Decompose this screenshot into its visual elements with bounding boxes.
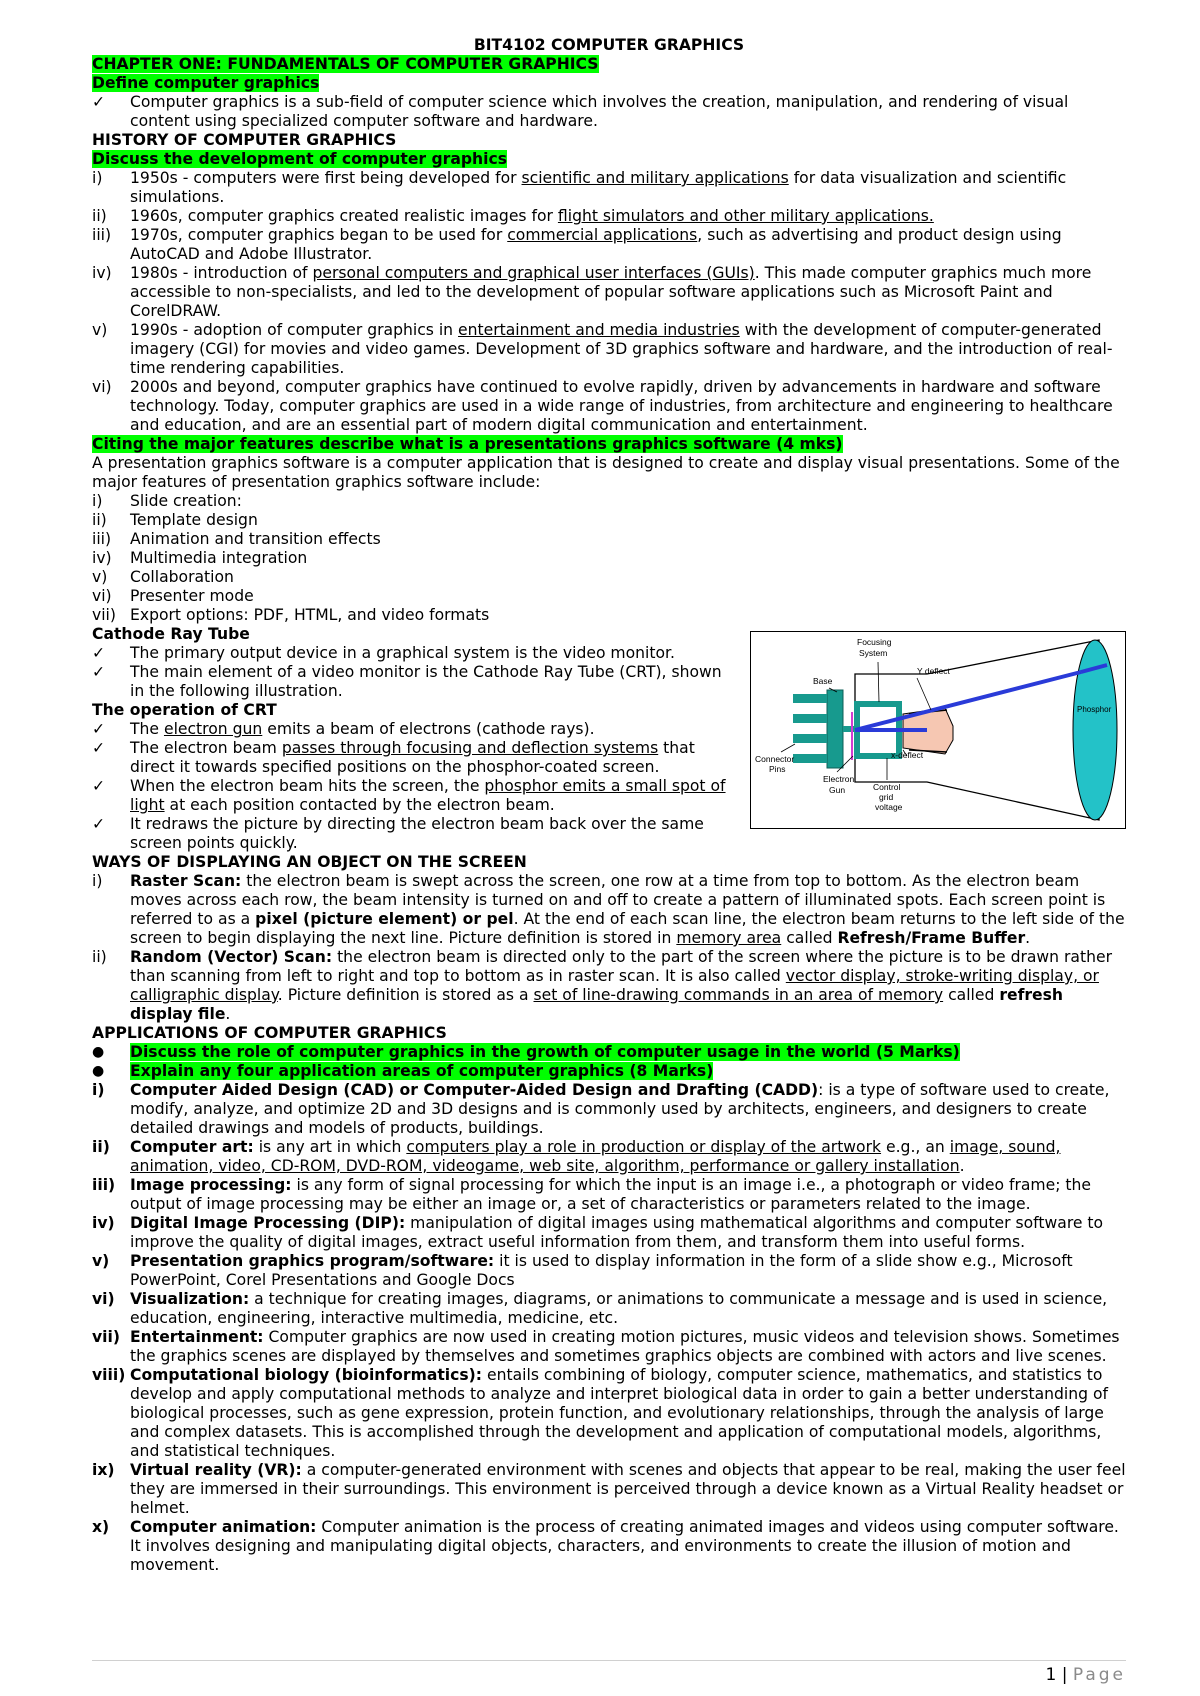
text-run: is any art in which	[253, 1138, 407, 1156]
label-pins: Pins	[769, 764, 786, 774]
text-run: The	[130, 720, 164, 738]
label-connector: Connector	[755, 754, 795, 764]
history-item	[92, 169, 1126, 207]
label-control: Control	[873, 782, 901, 792]
application-item	[92, 1366, 1126, 1461]
text-run: Template design	[130, 511, 258, 529]
text-run: It redraws the picture by directing the electron beam back over the same screen points quickly.	[130, 815, 704, 852]
application-item-text	[130, 1461, 1126, 1518]
feature-item	[92, 568, 1126, 587]
history-item	[92, 226, 1126, 264]
crt-item-text	[130, 663, 732, 701]
history-item-text	[130, 264, 1126, 321]
presentation-question: Citing the major features describe what is a presentations graphics software (4 mks)	[92, 435, 843, 453]
text-run: the electron beam is directed only to the part of the screen where the picture is to be drawn rather than scanning from left to right and top to bottom as in raster scan. It is also called	[130, 948, 1112, 985]
list-marker: ii)	[92, 1138, 110, 1156]
text-run: a technique for creating images, diagrams, or animations to communicate a message and is used in science, education, engineering, interactive multimedia, medicine, etc.	[130, 1290, 1108, 1327]
text-run: is any form of signal processing for which the input is an image i.e., a photograph or video frame; the output of image processing may be either an image or, a set of characteristics or parameters related to the image.	[130, 1176, 1092, 1213]
item-term: Visualization:	[130, 1290, 250, 1308]
underlined-phrase: personal computers and graphical user interfaces (GUIs)	[312, 264, 755, 282]
crt-operation-item	[92, 815, 732, 853]
label-phosphor: Phosphor	[1077, 705, 1112, 714]
crt-operation-list	[92, 720, 732, 853]
list-marker: ii)	[92, 948, 107, 966]
frame-buffer-term: Refresh/Frame Buffer	[837, 929, 1026, 947]
text-run: . At the end of each scan line, the electron beam returns to the left side of the screen to begin displaying the next line. Picture definition is stored in	[130, 910, 1125, 947]
footer-divider	[92, 1660, 1126, 1661]
check-icon: ✓	[92, 644, 106, 662]
item-term: Entertainment:	[130, 1328, 264, 1346]
list-marker: v)	[92, 321, 108, 339]
feature-item	[92, 587, 1126, 606]
text-run: called	[781, 929, 838, 947]
crt-base	[827, 690, 843, 768]
label-xdeflect: x-deflect	[891, 750, 924, 760]
history-item	[92, 264, 1126, 321]
application-item-text	[130, 1252, 1126, 1290]
text-run: 1960s, computer graphics created realistic images for	[130, 207, 558, 225]
crt-item	[92, 663, 732, 701]
feature-item-text	[130, 568, 1126, 587]
text-run: The electron beam	[130, 739, 282, 757]
footer-separator: |	[1056, 1665, 1073, 1685]
check-icon: ✓	[92, 777, 106, 795]
application-item	[92, 1290, 1126, 1328]
random-scan-text	[130, 948, 1126, 1024]
crt-heading: Cathode Ray Tube	[92, 625, 250, 643]
list-marker: ix)	[92, 1461, 115, 1479]
item-term: Computational biology (bioinformatics):	[130, 1366, 483, 1384]
pixel-term: pixel (picture element) or pel	[255, 910, 514, 928]
application-item	[92, 1081, 1126, 1138]
feature-item-text	[130, 530, 1126, 549]
crt-operation-item-text	[130, 815, 732, 853]
list-marker: vi)	[92, 378, 112, 396]
document-title: BIT4102 COMPUTER GRAPHICS	[473, 36, 745, 54]
item-term: Computer animation:	[130, 1518, 317, 1536]
application-item-text	[130, 1290, 1126, 1328]
crt-item-text	[130, 644, 732, 663]
applications-question	[92, 1043, 1126, 1062]
crt-item	[92, 644, 732, 663]
label-electron: Electron	[823, 774, 855, 784]
text-run: Computer animation is the process of creating animated images and videos using computer software. It involves designing and manipulating digital objects, characters, and environments to create the illusion of motion and movement.	[130, 1518, 1119, 1574]
text-run: When the electron beam hits the screen, the	[130, 777, 485, 795]
history-item-text	[130, 207, 1126, 226]
random-scan-term: Random (Vector) Scan:	[130, 948, 333, 966]
text-run: with the development of computer-generated imagery (CGI) for movies and video games. Development of 3D graphics software and hardware, and the introduction of real-time rendering capabilities.	[130, 321, 1113, 377]
presentation-features-list	[92, 492, 1126, 625]
list-marker: iv)	[92, 1214, 115, 1232]
text-run: that direct it towards specified positions on the phosphor-coated screen.	[130, 739, 695, 776]
item-term: Virtual reality (VR):	[130, 1461, 302, 1479]
text-run: manipulation of digital images using mathematical algorithms and computer software to improve the quality of digital images, extract useful information from them, and transform them into useful forms.	[130, 1214, 1104, 1251]
text-run: The primary output device in a graphical system is the video monitor.	[130, 644, 675, 662]
underlined-phrase: commercial applications	[507, 226, 698, 244]
text-run: called	[943, 986, 1000, 1004]
check-icon: ✓	[92, 720, 106, 738]
raster-scan-text	[130, 872, 1126, 948]
crt-operation-item-text	[130, 777, 732, 815]
bullet-icon: ●	[92, 1063, 105, 1079]
text-run: : is a type of software used to create, modify, analyze, and optimize 2D and 3D designs and is commonly used by architects, engineers, and designers to create detailed drawings and models of products, buildings.	[130, 1081, 1110, 1137]
application-item	[92, 1252, 1126, 1290]
label-voltage: voltage	[875, 802, 903, 812]
feature-item	[92, 606, 1126, 625]
application-item	[92, 1138, 1126, 1176]
text-run: The main element of a video monitor is the Cathode Ray Tube (CRT), shown in the following illustration.	[130, 663, 722, 700]
random-scan-item	[92, 948, 1126, 1024]
text-run: .	[959, 1157, 965, 1175]
feature-item-text	[130, 549, 1126, 568]
feature-item-text	[130, 511, 1126, 530]
define-item	[92, 93, 1126, 131]
list-marker: vi)	[92, 587, 112, 605]
text-run: 1950s - computers were first being developed for	[130, 169, 522, 187]
crt-operation-item-text	[130, 739, 732, 777]
label-system: System	[859, 648, 888, 658]
crt-operation-item	[92, 777, 732, 815]
ways-heading: WAYS OF DISPLAYING AN OBJECT ON THE SCREEN	[92, 853, 527, 871]
text-run: 1970s, computer graphics began to be used for	[130, 226, 508, 244]
underlined-phrase: flight simulators and other military applications.	[557, 207, 934, 225]
list-marker: v)	[92, 568, 108, 586]
text-run: .	[1025, 929, 1031, 947]
label-base: Base	[813, 676, 833, 686]
application-item-text	[130, 1366, 1126, 1461]
item-term: Image processing:	[130, 1176, 292, 1194]
history-item-text	[130, 378, 1126, 435]
application-item	[92, 1328, 1126, 1366]
document-page	[92, 36, 1126, 1575]
application-item-text	[130, 1518, 1126, 1575]
crt-operation-item-text	[130, 720, 732, 739]
history-item	[92, 207, 1126, 226]
list-marker: iii)	[92, 1176, 116, 1194]
underlined-phrase: passes through focusing and deflection systems	[281, 739, 659, 757]
crt-list	[92, 644, 732, 701]
text-run: , such as advertising and product design using AutoCAD and Adobe Illustrator.	[130, 226, 1062, 263]
application-item	[92, 1461, 1126, 1518]
list-marker: viii)	[92, 1366, 126, 1384]
feature-item	[92, 492, 1126, 511]
list-marker: ii)	[92, 511, 107, 529]
application-item	[92, 1518, 1126, 1575]
text-run: Collaboration	[130, 568, 234, 586]
underlined-phrase: memory area	[676, 929, 782, 947]
label-gun: Gun	[829, 785, 846, 795]
history-item-text	[130, 321, 1126, 378]
crt-operation-heading: The operation of CRT	[92, 701, 277, 719]
check-icon: ✓	[92, 815, 106, 833]
text-run: at each position contacted by the electron beam.	[164, 796, 555, 814]
text-run: Multimedia integration	[130, 549, 308, 567]
raster-scan-term: Raster Scan:	[130, 872, 242, 890]
underlined-phrase: computers play a role in production or display of the artwork	[406, 1138, 882, 1156]
item-term: Digital Image Processing (DIP):	[130, 1214, 406, 1232]
crt-operation-item	[92, 720, 732, 739]
text-run: entails combining of biology, computer science, mathematics, and statistics to develop and apply computational methods to analyze and interpret biological data in order to gain a better understanding of biological processes, such as gene expression, protein function, and evolutionary relationships, through the analysis of large and complex datasets. This is accomplished through the development and application of computational models, algorithms, and statistical techniques.	[130, 1366, 1109, 1460]
question-text: Discuss the role of computer graphics in the growth of computer usage in the world (5 Marks)	[130, 1043, 960, 1061]
feature-item-text	[130, 606, 1126, 625]
underlined-phrase: scientific and military applications	[521, 169, 789, 187]
feature-item	[92, 511, 1126, 530]
application-item-text	[130, 1214, 1126, 1252]
history-item-text	[130, 226, 1126, 264]
list-marker: i)	[92, 1081, 105, 1099]
text-run: Animation and transition effects	[130, 530, 381, 548]
text-run: . This made computer graphics much more accessible to non-specialists, and led to the development of popular software applications such as Microsoft Paint and CorelDRAW.	[130, 264, 1092, 320]
text-run: 1990s - adoption of computer graphics in	[130, 321, 459, 339]
define-question: Define computer graphics	[92, 74, 320, 92]
text-run: the electron beam is swept across the screen, one row at a time from top to bottom. As the electron beam moves across each row, the beam intensity is turned on and off to create a pattern of illuminated spots. Each screen point is referred to as a	[130, 872, 1106, 928]
text-run: a computer-generated environment with scenes and objects that appear to be real, making the user feel they are immersed in their surroundings. This environment is perceived through a device known as a Virtual Reality headset or helmet.	[130, 1461, 1126, 1517]
history-item	[92, 321, 1126, 378]
crt-diagram	[750, 631, 1126, 829]
list-marker: iii)	[92, 226, 112, 244]
application-item-text	[130, 1328, 1126, 1366]
text-run: Presenter mode	[130, 587, 254, 605]
text-run: e.g., an	[881, 1138, 950, 1156]
text-run: Slide creation:	[130, 492, 242, 510]
display-file-term: refresh display file	[130, 986, 1064, 1023]
list-marker: i)	[92, 492, 103, 510]
check-icon: ✓	[92, 93, 106, 111]
item-term: Computer art:	[130, 1138, 254, 1156]
check-icon: ✓	[92, 739, 106, 757]
applications-list	[92, 1081, 1126, 1575]
page-footer	[1045, 1666, 1126, 1685]
application-item-text	[130, 1081, 1126, 1138]
history-item-text	[130, 169, 1126, 207]
raster-scan-item	[92, 872, 1126, 948]
list-marker: ii)	[92, 207, 107, 225]
history-heading: HISTORY OF COMPUTER GRAPHICS	[92, 131, 397, 149]
list-marker: v)	[92, 1252, 110, 1270]
list-marker: vii)	[92, 606, 116, 624]
item-term: Presentation graphics program/software:	[130, 1252, 495, 1270]
text-run: it is used to display information in the form of a slide show e.g., Microsoft PowerPoint, Corel Presentations and Google Docs	[130, 1252, 1073, 1289]
chapter-heading: CHAPTER ONE: FUNDAMENTALS OF COMPUTER GRAPHICS	[92, 55, 599, 73]
underlined-phrase: set of line-drawing commands in an area of memory	[533, 986, 944, 1004]
underlined-phrase: vector display, stroke-writing display, or calligraphic display	[130, 967, 1099, 1004]
question-text: Explain any four application areas of computer graphics (8 Marks)	[130, 1062, 714, 1080]
item-term: Computer Aided Design (CAD) or Computer-Aided Design and Drafting (CADD)	[130, 1081, 819, 1099]
crt-operation-item	[92, 739, 732, 777]
list-marker: vi)	[92, 1290, 115, 1308]
page-number: 1	[1045, 1665, 1057, 1685]
applications-question	[92, 1062, 1126, 1081]
text-run: Export options: PDF, HTML, and video formats	[130, 606, 490, 624]
text-run: . Picture definition is stored as a	[277, 986, 534, 1004]
list-marker: iv)	[92, 264, 112, 282]
history-item	[92, 378, 1126, 435]
underlined-phrase: entertainment and media industries	[458, 321, 740, 339]
text-run: 2000s and beyond, computer graphics have continued to evolve rapidly, driven by advancements in hardware and software technology. Today, computer graphics are used in a wide range of industries, from architecture and engineering to healthcare and education, and are an essential part of modern digital communication and entertainment.	[130, 378, 1113, 434]
feature-item	[92, 530, 1126, 549]
feature-item-text	[130, 492, 1126, 511]
crt-section	[92, 625, 1126, 853]
list-marker: i)	[92, 169, 103, 187]
application-item-text	[130, 1138, 1126, 1176]
feature-item-text	[130, 587, 1126, 606]
feature-item	[92, 549, 1126, 568]
text-run: .	[225, 1005, 231, 1023]
list-marker: x)	[92, 1518, 110, 1536]
label-ydeflect: Y deflect	[917, 666, 950, 676]
history-question: Discuss the development of computer graphics	[92, 150, 508, 168]
page-label: Page	[1072, 1665, 1126, 1685]
text-run: emits a beam of electrons (cathode rays).	[262, 720, 595, 738]
list-marker: i)	[92, 872, 103, 890]
application-item	[92, 1176, 1126, 1214]
application-item	[92, 1214, 1126, 1252]
underlined-phrase: image, sound, animation, video, CD-ROM, DVD-ROM, videogame, web site, algorithm, performance or gallery installation	[130, 1138, 1061, 1175]
label-focusing: Focusing	[857, 637, 892, 647]
label-grid: grid	[879, 792, 894, 802]
list-marker: iv)	[92, 549, 112, 567]
application-item-text	[130, 1176, 1126, 1214]
list-marker: iii)	[92, 530, 112, 548]
list-marker: vii)	[92, 1328, 120, 1346]
text-run: 1980s - introduction of	[130, 264, 313, 282]
underlined-phrase: phosphor emits a small spot of light	[130, 777, 726, 814]
text-run: for data visualization and scientific simulations.	[130, 169, 1067, 206]
define-text: Computer graphics is a sub-field of computer science which involves the creation, manipulation, and rendering of visual content using specialized computer software and hardware.	[130, 93, 1069, 130]
applications-heading: APPLICATIONS OF COMPUTER GRAPHICS	[92, 1024, 447, 1042]
text-run: Computer graphics are now used in creating motion pictures, music videos and television shows. Sometimes the graphics scenes are displayed by themselves and sometimes graphics objects are combined with actors and live scenes.	[130, 1328, 1120, 1365]
history-list	[92, 169, 1126, 435]
check-icon: ✓	[92, 663, 106, 681]
underlined-phrase: electron gun	[163, 720, 263, 738]
bullet-icon: ●	[92, 1044, 105, 1060]
presentation-intro: A presentation graphics software is a computer application that is designed to create and display visual presentations. Some of the major features of presentation graphics software include:	[92, 454, 1120, 491]
